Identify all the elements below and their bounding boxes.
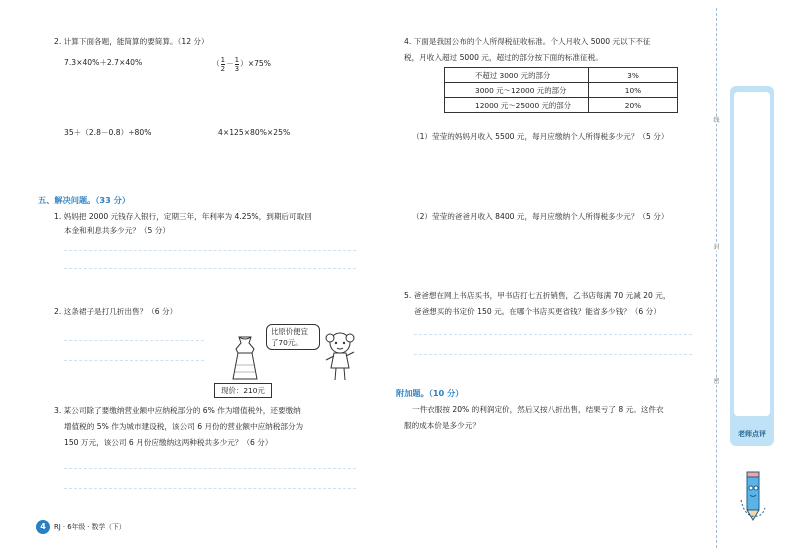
calc-expression-4: 4×125×80%×25% xyxy=(218,128,291,137)
footer-text: RJ · 6年级 · 数学（下） xyxy=(54,523,126,531)
problem-4-line-2: 税，月收入超过 5000 元，超过的部分按下面的标准征税。 xyxy=(404,53,603,62)
table-cell-rate: 3% xyxy=(589,68,678,83)
table-row xyxy=(445,98,678,113)
section-5-title: 五、解决问题。（33 分） xyxy=(38,195,131,205)
answer-line xyxy=(64,268,356,269)
bonus-line-2: 服的成本价是多少元？ xyxy=(404,421,480,430)
table-row xyxy=(445,68,678,83)
problem-1-line-2: 本金和利息共多少元？（5 分） xyxy=(64,226,170,235)
teacher-comment-area[interactable] xyxy=(734,92,770,416)
table-row xyxy=(445,83,678,98)
answer-line xyxy=(64,340,204,341)
calc-expression-3: 35＋（2.8－0.8）÷80% xyxy=(64,128,152,137)
teacher-comment-panel xyxy=(730,86,774,446)
table-cell-range: 不超过 3000 元的部分 xyxy=(445,68,589,83)
problem-5-line-1: 5. 爸爸想在网上书店买书，甲书店打七五折销售，乙书店每满 70 元减 20 元， xyxy=(404,291,671,300)
bonus-line-1: 一件衣服按 20% 的利润定价，然后又按八折出售，结果亏了 8 元。这件衣 xyxy=(412,405,664,414)
problem-2-title: 2. 这条裙子是打几折出售？（6 分） xyxy=(54,307,178,316)
binding-mark: 密 xyxy=(713,378,720,385)
answer-line xyxy=(64,250,356,251)
binding-mark: 线 xyxy=(713,117,720,124)
problem-3-line-1: 3. 某公司除了要缴纳营业额中应纳税部分的 6% 作为增值税外，还要缴纳 xyxy=(54,406,301,415)
problem-4-question-1: （1）莹莹的妈妈月收入 5500 元，每月应缴纳个人所得税多少元？（5 分） xyxy=(412,132,669,141)
calc-expression-1: 7.3×40%＋2.7×40% xyxy=(64,58,143,67)
pencil-mascot-icon xyxy=(738,470,768,526)
binding-mark: 封 xyxy=(713,244,720,251)
table-cell-range: 12000 元～25000 元的部分 xyxy=(445,98,589,113)
girl-cartoon xyxy=(322,330,358,384)
table-cell-rate: 10% xyxy=(589,83,678,98)
bonus-section-title: 附加题。（10 分） xyxy=(396,388,464,398)
problem-4-question-2: （2）莹莹的爸爸月收入 8400 元，每月应缴纳个人所得税多少元？（5 分） xyxy=(412,212,669,221)
answer-line xyxy=(414,334,692,335)
binding-line xyxy=(716,8,717,548)
problem-4-line-1: 4. 下面是我国公布的个人所得税征收标准。个人月收入 5000 元以下不征 xyxy=(404,37,651,46)
problem-3-line-2: 增值税的 5% 作为城市建设税，该公司 6 月份的营业额中应纳税部分为 xyxy=(64,422,304,431)
tax-rate-table xyxy=(444,67,678,113)
calc-expression-2: （ $\frac{1}{2}$ － $\frac{1}{3}$ ）×75% xyxy=(212,55,271,73)
price-tag: 现价：210元 xyxy=(214,383,272,398)
answer-line xyxy=(64,360,204,361)
page-number-badge: 4 xyxy=(36,520,50,534)
answer-line xyxy=(64,468,356,469)
table-cell-range: 3000 元～12000 元的部分 xyxy=(445,83,589,98)
problem-3-line-3: 150 万元，该公司 6 月份应缴纳这两种税共多少元？（6 分） xyxy=(64,438,273,447)
teacher-comment-label: 老师点评 xyxy=(738,430,766,438)
answer-line xyxy=(414,354,692,355)
question-2-title: 2. 计算下面各题，能简算的要简算。（12 分） xyxy=(54,37,209,46)
fraction-1-2: $\frac{1}{2}$ xyxy=(220,55,226,73)
fraction-1-3: $\frac{1}{3}$ xyxy=(234,55,240,73)
speech-bubble: 比原价便宜了70元。 xyxy=(266,324,320,350)
dress-illustration xyxy=(224,335,266,381)
table-cell-rate: 20% xyxy=(589,98,678,113)
problem-1-line-1: 1. 妈妈把 2000 元钱存入银行，定期三年，年利率为 4.25%，到期后可取回 xyxy=(54,212,312,221)
answer-line xyxy=(64,488,356,489)
problem-5-line-2: 爸爸想买的书定价 150 元。在哪个书店买更省钱？能省多少钱？（6 分） xyxy=(414,307,661,316)
